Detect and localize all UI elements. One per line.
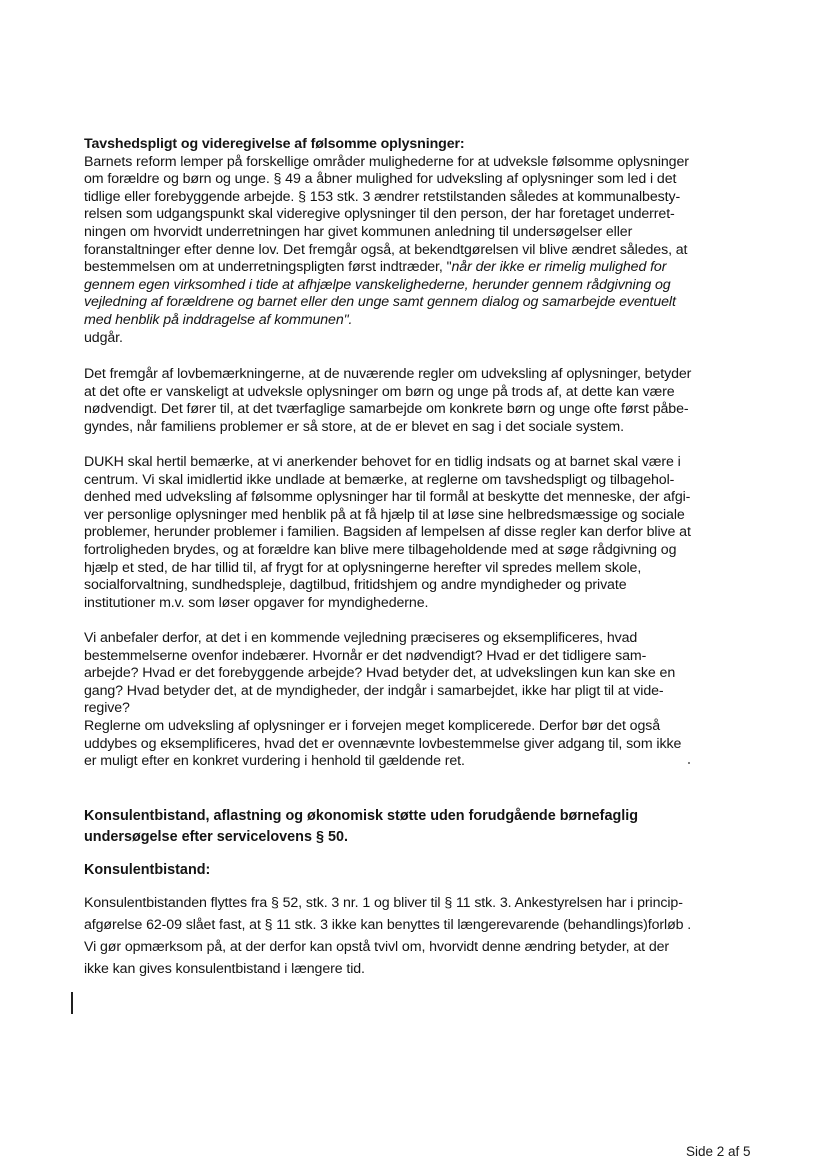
text-line: gyndes, når familiens problemer er så store, at de er blevet en sag i det sociale system.	[84, 418, 624, 435]
section-dukh-remarks	[84, 454, 774, 612]
text-line: fortroligheden brydes, og at forældre kan blive mere tilbageholdende med at søge rådgivning og	[84, 541, 677, 558]
text-line-italic: vejledning af forældrene og barnet eller den unge samt gennem dialog og samarbejde eventuelt	[84, 294, 676, 311]
text-line: tidlige eller forebyggende arbejde. § 153 stk. 3 ændrer retstilstanden således at kommunalbesty-	[84, 188, 681, 205]
text-line: arbejde? Hvad er det forebyggende arbejde? Hvad betyder det, at udvekslingen kun kan ske en	[84, 665, 676, 682]
text-line: uddybes og eksemplificeres, hvad det er ovennævnte lovbestemmelse giver adgang til, som ikke	[84, 735, 682, 752]
text-line: DUKH skal hertil bemærke, at vi anerkender behovet for en tidlig indsats og at barnet skal være i	[84, 454, 681, 470]
heading-line: undersøgelse efter servicelovens § 50.	[84, 829, 348, 845]
section-confidentiality	[84, 136, 774, 347]
text-line: ver personlige oplysninger med henblik på at få hjælp til at løse sine helbredsmæssige og sociale	[84, 506, 685, 523]
text-line: Vi anbefaler derfor, at det i en kommende vejledning præciseres og eksemplificeres, hvad	[84, 630, 638, 646]
text-line: relsen som udgangspunkt skal videregive oplysninger til den person, der har foretaget underret-	[84, 206, 675, 223]
text-line: centrum. Vi skal imidlertid ikke undlade at bemærke, at reglerne om tavshedspligt og tilbagehol-	[84, 471, 675, 488]
text-line: bestemmelserne ovenfor indebærer. Hvornår er det nødvendigt? Hvad er det tidligere sam-	[84, 647, 647, 664]
text-line: afgørelse 62-09 slået fast, at § 11 stk. 3 ikke kan benyttes til længerevarende (behandlings)forløb .	[84, 917, 692, 933]
text-line: problemer, herunder problemer i familien. Bagsiden af lempelsen af disse regler kan derfor blive at	[84, 524, 691, 541]
text-italic-quote: når der ikke er rimelig mulighed for	[451, 259, 667, 276]
text-line: hjælp et sted, de har tillid til, af frygt for at oplysningerne herefter vil spredes mellem skole,	[84, 559, 642, 576]
text-line: Vi gør opmærksom på, at der derfor kan opstå tvivl om, hvorvidt denne ændring betyder, at der	[84, 939, 670, 955]
text-line: denhed med udveksling af følsomme oplysninger har til formål at beskytte det menneske, der afgi-	[84, 489, 691, 506]
text-line: om forældre og børn og unge. § 49 a åbner mulighed for udveksling af oplysninger som led i det	[84, 171, 677, 188]
text-line: socialforvaltning, sundhedspleje, dagtilbud, fritidshjem og andre myndigheder og private	[84, 577, 627, 594]
text-line-italic: med henblik på inddragelse af kommunen".	[84, 311, 353, 328]
section-heading-confidentiality: Tavshedspligt og videregivelse af følsomme oplysninger:	[84, 136, 465, 152]
heading-line: Konsulentbistand, aflastning og økonomisk støtte uden forudgående børnefaglig	[84, 808, 639, 824]
section-consultancy-body	[84, 892, 774, 980]
scan-speck	[688, 762, 690, 764]
text-line: Konsulentbistanden flyttes fra § 52, stk. 3 nr. 1 og bliver til § 11 stk. 3. Ankestyrelsen har i princip-	[84, 895, 683, 911]
text-line: ikke kan gives konsulentbistand i længere tid.	[84, 961, 365, 977]
text-line: gang? Hvad betyder det, at de myndigheder, der indgår i samarbejdet, ikke har pligt til at vide-	[84, 682, 664, 699]
section-recommendation	[84, 630, 774, 771]
text-line: nødvendigt. Det fører til, at det tværfaglige samarbejde om konkrete børn og unge ofte først påbe-	[84, 401, 689, 418]
text-line: regive?	[84, 700, 130, 717]
text-plain: bestemmelsen om at underretningspligten først indtræder, "	[84, 259, 452, 276]
page-number: Side 2 af 5	[686, 1144, 751, 1159]
text-line: ningen om hvorvidt underretningen har givet kommunen anledning til undersøgelser eller	[84, 223, 633, 240]
section-heading-consultancy	[84, 806, 638, 848]
text-line: Reglerne om udveksling af oplysninger er i forvejen meget komplicerede. Derfor bør det også	[84, 717, 661, 734]
text-line: er muligt efter en konkret vurdering i henhold til gældende ret.	[84, 753, 465, 770]
text-line: udgår.	[84, 329, 123, 346]
section-law-remarks	[84, 366, 774, 436]
text-cursor	[71, 992, 73, 1014]
text-line: institutioner m.v. som løser opgaver for myndighederne.	[84, 594, 429, 611]
text-line: at det ofte er vanskeligt at udveksle oplysninger om børn og unge på trods af, at dette kan være	[84, 383, 675, 400]
text-line: foranstaltninger efter denne lov. Det fremgår også, at bekendtgørelsen vil blive ændret således, at	[84, 241, 688, 258]
text-line: Det fremgår af lovbemærkningerne, at de nuværende regler om udveksling af oplysninger, betyder	[84, 366, 692, 382]
text-line-mixed	[84, 259, 774, 277]
subheading-consultancy: Konsulentbistand:	[84, 862, 211, 878]
text-line: Barnets reform lemper på forskellige områder mulighederne for at udveksle følsomme oplysninger	[84, 153, 689, 170]
text-line-italic: gennem egen virksomhed i tide at afhjælpe vanskelighederne, herunder gennem rådgivning og	[84, 276, 671, 293]
